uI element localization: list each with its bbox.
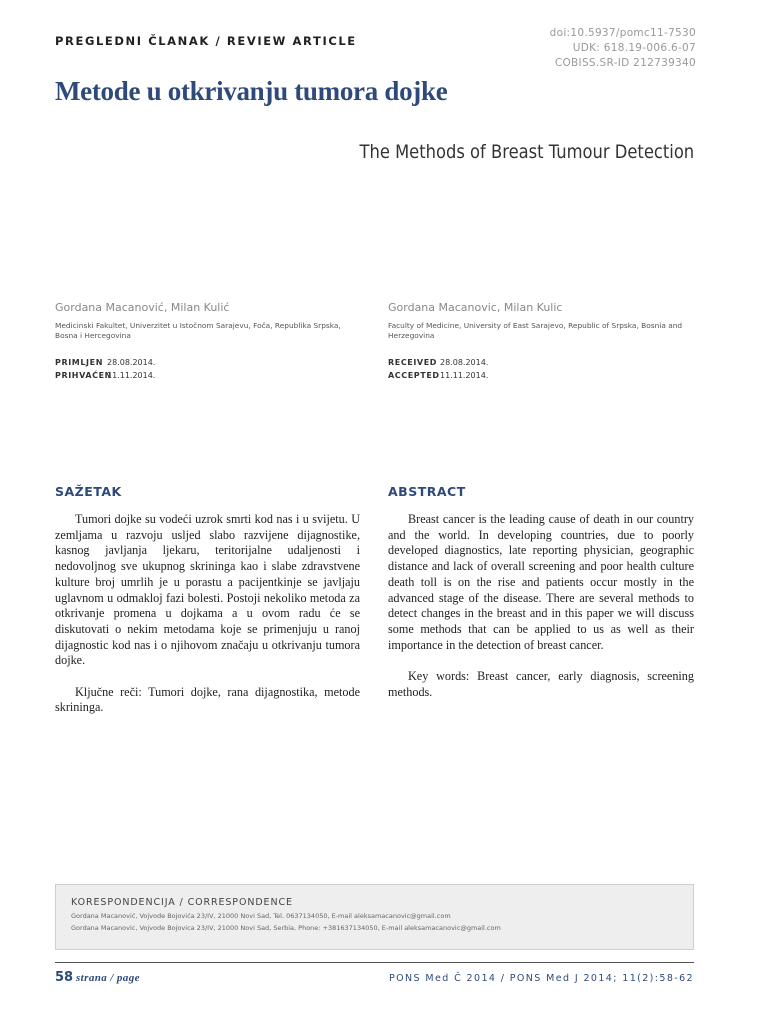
keywords-local: Ključne reči: Tumori dojke, rana dijagnostika, metode skrininga. — [55, 684, 360, 715]
correspondence-title: KORESPONDENCIJA / CORRESPONDENCE — [71, 897, 293, 908]
affiliation-english: Faculty of Medicine, University of East Sarajevo, Republic of Srpska, Bosnia and Herzegovina — [388, 321, 683, 340]
received-date: 28.08.2014. — [440, 358, 489, 367]
footer-divider — [55, 962, 694, 963]
received-date: 28.08.2014. — [107, 358, 156, 367]
title-english: The Methods of Breast Tumour Detection — [359, 141, 694, 163]
accepted-date: 11.11.2014. — [440, 371, 489, 380]
received-label: PRIMLJEN — [55, 358, 103, 367]
authors-local: Gordana Macanović, Milan Kulić — [55, 301, 230, 314]
abstract-heading-local: SAŽETAK — [55, 484, 122, 499]
dates-local — [55, 356, 360, 382]
article-type: PREGLEDNI ČLANAK / REVIEW ARTICLE — [55, 34, 357, 48]
authors-english: Gordana Macanovic, Milan Kulic — [388, 301, 563, 314]
correspondence-box — [55, 884, 694, 950]
correspondence-line-local: Gordana Macanović, Vojvode Bojovića 23/IV, 21000 Novi Sad, Tel. 0637134050, E-mail aleksamacanovic@gmail.com — [71, 912, 451, 920]
title-local: Metode u otkrivanju tumora dojke — [55, 76, 448, 106]
journal-citation: PONS Med Č 2014 / PONS Med J 2014; 11(2):58-62 — [389, 973, 694, 984]
received-label: RECEIVED — [388, 358, 438, 367]
udk: UDK: 618.19-006.6-07 — [572, 42, 696, 54]
cobiss-id: COBISS.SR-ID 212739340 — [554, 57, 696, 69]
affiliation-local: Medicinski Fakultet, Univerzitet u Istočnom Sarajevu, Foča, Republika Srpska, Bosna i Hercegovina — [55, 321, 341, 340]
accepted-label: PRIHVAĆEN — [55, 371, 112, 380]
abstract-heading-english: ABSTRACT — [388, 484, 466, 499]
dates-english — [388, 356, 694, 382]
accepted-date: 11.11.2014. — [107, 371, 156, 380]
keywords-english: Key words: Breast cancer, early diagnosis, screening methods. — [388, 669, 694, 699]
abstract-body-english — [388, 512, 694, 716]
abstract-text-english: Breast cancer is the leading cause of death in our country and the world. In developing countries, due to poorly developed diagnostics, late reporting physician, geographic distance and lack of overall screening and poor health culture death toll is on the rise and patients occur mostly in the advanced stage of the disease. There are several methods to detect changes in the breast and in this paper we will discuss some methods that can be applied to us as well as their importance in the detection of breast cancer. — [388, 512, 694, 652]
article-identifiers — [550, 26, 696, 71]
abstract-text-local: Tumori dojke su vodeći uzrok smrti kod nas i u svijetu. U zemljama u razvoju usljed slabo razvijene dijagnostike, kasnog javljanja ljekaru, teritorijalne udaljenosti i nedovoljnog sve ukupnog skrininga kao i slabe zdravstvene kulture broj umrlih je u porastu a pacijentkinje se javljaju uglavnom u odmakloj fazi bolesti. Postoji nekoliko metoda za otkrivanje promena u dojkama a u ovom radu će se diskutovati o nekim metodama koje se primenjuju u ranoj dijagnostic kod nas i o njihovom značaju u otkrivanju tumora dojke. — [55, 512, 360, 668]
page-word: strana / page — [76, 972, 140, 984]
doi: doi:10.5937/pomc11-7530 — [549, 27, 696, 39]
page-number: 58 — [55, 970, 74, 985]
correspondence-line-english: Gordana Macanovic, Vojvode Bojovica 23/IV, 21000 Novi Sad, Serbia, Phone: +381637134050, E-mail aleksamacanovic@gmail.com — [71, 924, 501, 932]
accepted-label: ACCEPTED — [388, 371, 440, 380]
abstract-body-local — [55, 512, 360, 732]
